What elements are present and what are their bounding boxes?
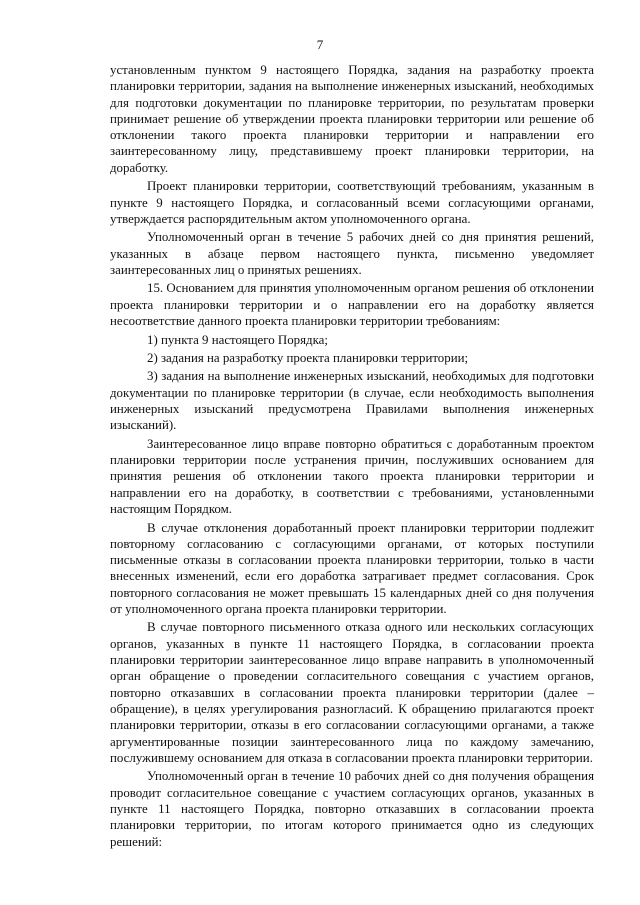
paragraph: Уполномоченный орган в течение 10 рабочих дней со дня получения обращения проводит согласительное совещание с участием согласующих органов, указанных в пункте 11 настоящего Порядка, повторно отказавших в согласовании проекта планировки территории, по итогам которого принимается одно из следующих решений: xyxy=(110,769,594,849)
paragraph: В случае отклонения доработанный проект планировки территории подлежит повторному согласованию с согласующими органами, от которых поступили письменные отказы в согласовании проекта планировки территории, только в части внесенных изменений, если его доработка затрагивает предмет согласования. Срок повторного согласования не может превышать 15 календарных дней со дня получения от уполномоченного органа проекта планировки территории. xyxy=(110,520,594,616)
paragraph: Проект планировки территории, соответствующий требованиям, указанным в пункте 9 настоящего Порядка, и согласованный всеми согласующими органами, утверждается распорядительным актом уполномоченного органа. xyxy=(110,179,594,226)
page-number: 7 xyxy=(316,37,324,52)
list-item: 1) пункта 9 настоящего Порядка; xyxy=(147,332,328,347)
paragraph-continuation: установленным пунктом 9 настоящего Порядка, задания на разработку проекта планировки территории, задания на выполнение инженерных изысканий, необходимых для подготовки документации по планировке территории, по результатам проверки принимает решение об утверждении проекта планировки территории или решение об отклонении такого проекта планировки территории и направлении его заинтересованному лицу, представившему проект планировки территории, на доработку. xyxy=(110,63,594,175)
paragraph: В случае повторного письменного отказа одного или нескольких согласующих органов, указанных в пункте 11 настоящего Порядка, в согласовании проекта планировки территории заинтересованное лицо вправе направить в уполномоченный орган обращение о проведении согласительного совещания с участием органов, повторно отказавших в согласовании проекта планировки территории (далее – обращение), в целях урегулирования разногласий. К обращению прилагаются проект планировки территории, отказы в его согласовании согласующими органами, а также аргументированные позиции заинтересованного лица по каждому замечанию, послужившему основанием для отказа в согласовании проекта планировки территории. xyxy=(110,620,594,765)
list-item: 3) задания на выполнение инженерных изысканий, необходимых для подготовки документации по планировке территории (в случае, если необходимость выполнения инженерных изысканий предусмотрена Правилами выполнения инженерных изысканий). xyxy=(110,369,594,433)
paragraph: Уполномоченный орган в течение 5 рабочих дней со дня принятия решений, указанных в абзаце первом настоящего пункта, письменно уведомляет заинтересованных лиц о принятых решениях. xyxy=(110,230,594,277)
paragraph: Заинтересованное лицо вправе повторно обратиться с доработанным проектом планировки территории после устранения причин, послуживших основанием для принятия решения об отклонении такого проекта планировки территории и направлении его на доработку, в соответствии с требованиями, установленными настоящим Порядком. xyxy=(110,436,594,517)
list-item: 2) задания на разработку проекта планировки территории; xyxy=(147,350,469,365)
paragraph-item-15: 15. Основанием для принятия уполномоченным органом решения об отклонении проекта планировки территории и о направлении его на доработку является несоответствие данного проекта планировки территории требованиям: xyxy=(110,281,594,329)
document-body xyxy=(110,62,594,852)
